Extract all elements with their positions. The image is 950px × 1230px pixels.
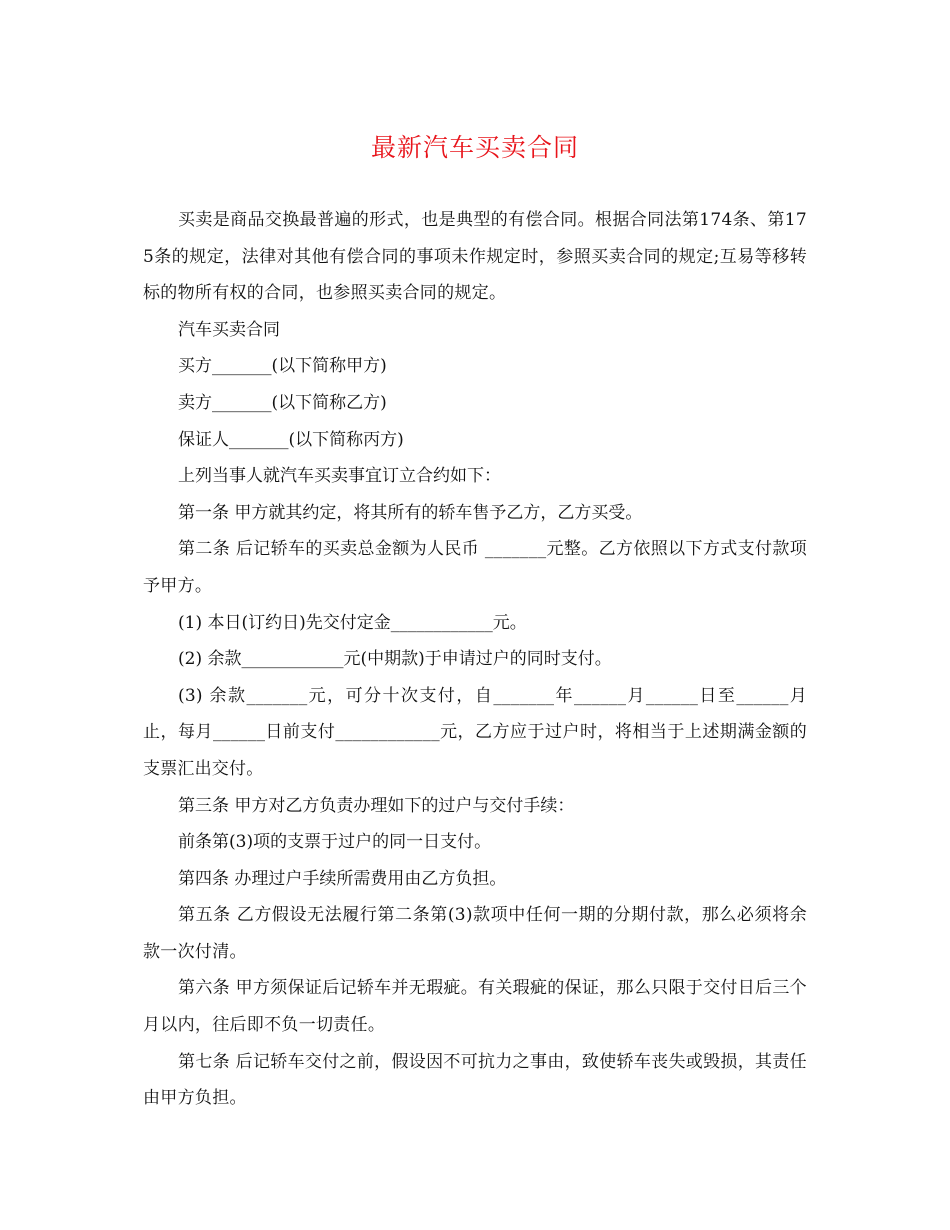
article-4: 第四条 办理过户手续所需费用由乙方负担。 <box>178 868 507 889</box>
article-3: 第三条 甲方对乙方负责办理如下的过户与交付手续： <box>178 795 575 816</box>
article-6: 第六条 甲方须保证后记轿车并无瑕疵。有关瑕疵的保证，那么只限于交付日后三个月以内，往后即不负一切责任。 <box>143 978 807 1036</box>
document-body <box>143 202 807 1117</box>
buyer-line: 买方_______(以下简称甲方) <box>178 356 387 377</box>
article-2-item-3: (3) 余款_______元，可分十次支付，自_______年______月______日至______月止，每月______日前支付____________元，乙方应于过户时，将相当于上述期满金额的支票汇出交付。 <box>143 685 807 779</box>
article-2: 第二条 后记轿车的买卖总金额为人民币 _______元整。乙方依照以下方式支付款项予甲方。 <box>143 539 807 596</box>
seller-line: 卖方_______(以下简称乙方) <box>178 392 387 413</box>
preamble-line: 上列当事人就汽车买卖事宜订立合约如下： <box>178 466 501 487</box>
article-2-item-1: (1) 本日(订约日)先交付定金____________元。 <box>178 612 527 633</box>
intro-paragraph: 买卖是商品交换最普遍的形式，也是典型的有偿合同。根据合同法第174条、第175条的规定，法律对其他有偿合同的事项未作规定时，参照买卖合同的规定;互易等移转标的物所有权的合同，也参照买卖合同的规定。 <box>143 210 807 304</box>
article-1: 第一条 甲方就其约定，将其所有的轿车售予乙方，乙方买受。 <box>178 502 643 523</box>
guarantor-line: 保证人_______(以下简称丙方) <box>178 429 404 450</box>
contract-heading: 汽车买卖合同 <box>178 319 280 340</box>
article-2-item-2: (2) 余款____________元(中期款)于申请过户的同时支付。 <box>178 649 612 670</box>
article-5: 第五条 乙方假设无法履行第二条第(3)款项中任何一期的分期付款，那么必须将余款一次付清。 <box>143 905 807 962</box>
document-title: 最新汽车买卖合同 <box>370 133 579 162</box>
article-3-detail: 前条第(3)项的支票于过户的同一日支付。 <box>178 832 492 853</box>
article-7: 第七条 后记轿车交付之前，假设因不可抗力之事由，致使轿车丧失或毁损，其责任由甲方负担。 <box>143 1051 807 1109</box>
